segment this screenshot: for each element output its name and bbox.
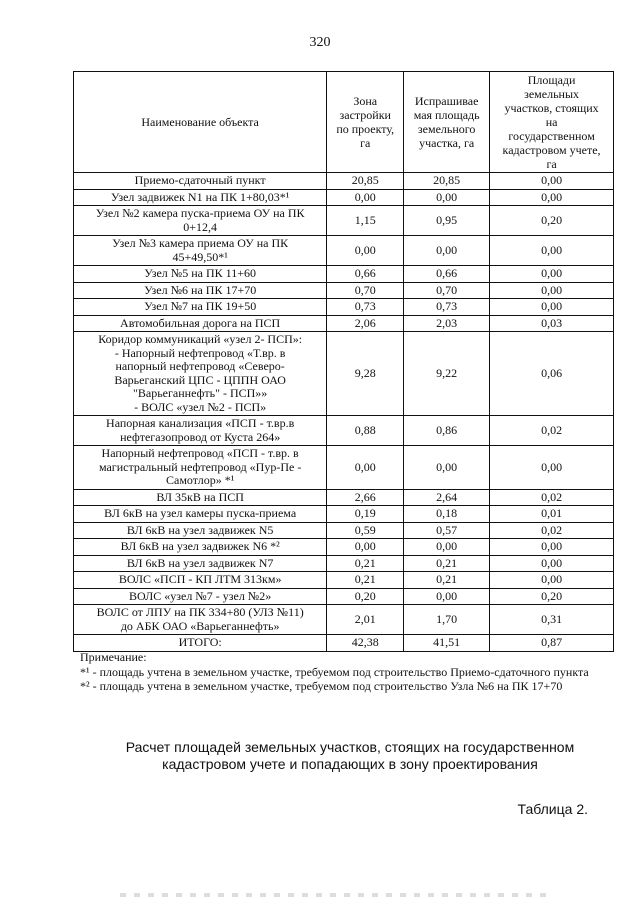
cell-build-zone: 0,70 [327, 282, 404, 299]
cell-cadastral-area: 0,20 [490, 206, 614, 236]
cell-build-zone: 9,28 [327, 332, 404, 416]
cell-cadastral-area: 0,02 [490, 416, 614, 446]
cell-requested-area: 0,18 [404, 506, 490, 523]
cell-requested-area: 0,95 [404, 206, 490, 236]
cell-object-name: Узел №6 на ПК 17+70 [74, 282, 327, 299]
cell-build-zone: 0,20 [327, 588, 404, 605]
cell-object-name: Автомобильная дорога на ПСП [74, 315, 327, 332]
cell-cadastral-area: 0,02 [490, 522, 614, 539]
cell-object-name: Приемо-сдаточный пункт [74, 173, 327, 190]
cell-cadastral-area: 0,20 [490, 588, 614, 605]
cell-cadastral-area: 0,00 [490, 539, 614, 556]
cell-requested-area: 2,64 [404, 489, 490, 506]
cell-requested-area: 0,00 [404, 539, 490, 556]
cell-requested-area: 1,70 [404, 605, 490, 635]
table-row [74, 282, 614, 299]
cell-requested-area: 41,51 [404, 635, 490, 652]
cell-build-zone: 0,00 [327, 539, 404, 556]
cell-object-name: Узел задвижек N1 на ПК 1+80,03*¹ [74, 189, 327, 206]
cell-cadastral-area: 0,01 [490, 506, 614, 523]
cell-cadastral-area: 0,00 [490, 189, 614, 206]
cell-build-zone: 0,21 [327, 572, 404, 589]
cell-cadastral-area: 0,02 [490, 489, 614, 506]
cell-requested-area: 0,00 [404, 446, 490, 490]
cell-build-zone: 1,15 [327, 206, 404, 236]
cell-build-zone: 0,59 [327, 522, 404, 539]
table-row [74, 635, 614, 652]
table-label: Таблица 2. [517, 801, 588, 817]
header-build-zone: Зона застройки по проекту, га [327, 72, 404, 173]
notes-block [80, 650, 610, 694]
cell-object-name: ВЛ 35кВ на ПСП [74, 489, 327, 506]
land-area-table [73, 71, 614, 652]
table-row [74, 446, 614, 490]
cell-requested-area: 0,70 [404, 282, 490, 299]
cell-object-name: Узел №7 на ПК 19+50 [74, 299, 327, 316]
cell-requested-area: 2,03 [404, 315, 490, 332]
cell-requested-area: 0,86 [404, 416, 490, 446]
cell-requested-area: 0,00 [404, 189, 490, 206]
table-row [74, 189, 614, 206]
table-row [74, 416, 614, 446]
cell-requested-area: 0,73 [404, 299, 490, 316]
cell-cadastral-area: 0,31 [490, 605, 614, 635]
cell-object-name: Узел №3 камера приема ОУ на ПК 45+49,50*¹ [74, 236, 327, 266]
table-row [74, 173, 614, 190]
cell-build-zone: 0,88 [327, 416, 404, 446]
cell-cadastral-area: 0,00 [490, 555, 614, 572]
header-cadastral-area: Площади земельных участков, стоящих на государственном кадастровом учете, га [490, 72, 614, 173]
page-number: 320 [309, 35, 331, 50]
table-row [74, 555, 614, 572]
cell-object-name: ВОЛС от ЛПУ на ПК 334+80 (УЛЗ №11) до АБК ОАО «Варьеганнефть» [74, 605, 327, 635]
cell-object-name: ВОЛС «ПСП - КП ЛТМ 313км» [74, 572, 327, 589]
note-item: *² - площадь учтена в земельном участке, требуемом под строительство Узла №6 на ПК 17+70 [80, 679, 563, 693]
table-row [74, 266, 614, 283]
cell-object-name: Узел №2 камера пуска-приема ОУ на ПК 0+12,4 [74, 206, 327, 236]
cell-cadastral-area: 0,00 [490, 446, 614, 490]
table-row [74, 332, 614, 416]
table-row [74, 539, 614, 556]
cell-build-zone: 0,66 [327, 266, 404, 283]
table-row [74, 206, 614, 236]
cell-object-name: ВЛ 6кВ на узел задвижек N7 [74, 555, 327, 572]
cell-build-zone: 0,00 [327, 446, 404, 490]
cell-requested-area: 0,21 [404, 555, 490, 572]
cell-cadastral-area: 0,00 [490, 236, 614, 266]
cell-requested-area: 0,57 [404, 522, 490, 539]
cell-cadastral-area: 0,00 [490, 266, 614, 283]
cell-cadastral-area: 0,00 [490, 173, 614, 190]
cell-cadastral-area: 0,00 [490, 299, 614, 316]
table-row [74, 236, 614, 266]
table-row [74, 572, 614, 589]
table-row [74, 299, 614, 316]
cell-build-zone: 42,38 [327, 635, 404, 652]
cell-object-name: Коридор коммуникаций «узел 2- ПСП»: - Напорный нефтепровод «Т.вр. в напорный нефтепровод «Северо- Варьеганский ЦПС - ЦППН ОАО "Варьеганнефть" - ПСП»» - ВОЛС «узел №2 - ПСП» [74, 332, 327, 416]
cell-build-zone: 0,00 [327, 189, 404, 206]
cell-build-zone: 0,19 [327, 506, 404, 523]
cell-object-name: Напорная канализация «ПСП - т.вр.в нефтегазопровод от Куста 264» [74, 416, 327, 446]
cell-cadastral-area: 0,87 [490, 635, 614, 652]
cell-build-zone: 20,85 [327, 173, 404, 190]
cell-build-zone: 0,21 [327, 555, 404, 572]
table-row [74, 506, 614, 523]
cell-build-zone: 2,66 [327, 489, 404, 506]
cell-object-name: Напорный нефтепровод «ПСП - т.вр. в магистральный нефтепровод «Пур-Пе - Самотлор» *¹ [74, 446, 327, 490]
table-row [74, 588, 614, 605]
section-title: Расчет площадей земельных участков, стоящих на государственном кадастровом учете и попадающих в зону проектирования [125, 739, 575, 772]
cell-build-zone: 0,73 [327, 299, 404, 316]
cell-build-zone: 2,01 [327, 605, 404, 635]
table-row [74, 605, 614, 635]
cell-requested-area: 9,22 [404, 332, 490, 416]
notes-title: Примечание: [80, 650, 147, 664]
cell-requested-area: 20,85 [404, 173, 490, 190]
cell-cadastral-area: 0,00 [490, 282, 614, 299]
cell-object-name: Узел №5 на ПК 11+60 [74, 266, 327, 283]
cell-requested-area: 0,66 [404, 266, 490, 283]
cell-requested-area: 0,00 [404, 588, 490, 605]
cell-requested-area: 0,21 [404, 572, 490, 589]
cell-cadastral-area: 0,03 [490, 315, 614, 332]
scan-artifact [120, 893, 550, 897]
table-row [74, 522, 614, 539]
cell-cadastral-area: 0,00 [490, 572, 614, 589]
table-header-row [74, 72, 614, 173]
cell-object-name: ВОЛС «узел №7 - узел №2» [74, 588, 327, 605]
cell-object-name: ИТОГО: [74, 635, 327, 652]
note-item: *¹ - площадь учтена в земельном участке, требуемом под строительство Приемо-сдаточного пункта [80, 664, 589, 679]
cell-object-name: ВЛ 6кВ на узел задвижек N5 [74, 522, 327, 539]
cell-cadastral-area: 0,06 [490, 332, 614, 416]
table-row [74, 489, 614, 506]
cell-object-name: ВЛ 6кВ на узел камеры пуска-приема [74, 506, 327, 523]
header-object-name: Наименование объекта [74, 72, 327, 173]
cell-object-name: ВЛ 6кВ на узел задвижек N6 *² [74, 539, 327, 556]
cell-build-zone: 2,06 [327, 315, 404, 332]
cell-requested-area: 0,00 [404, 236, 490, 266]
header-requested-area: Испрашивае мая площадь земельного участка, га [404, 72, 490, 173]
table-row [74, 315, 614, 332]
cell-build-zone: 0,00 [327, 236, 404, 266]
table-body [74, 173, 614, 652]
